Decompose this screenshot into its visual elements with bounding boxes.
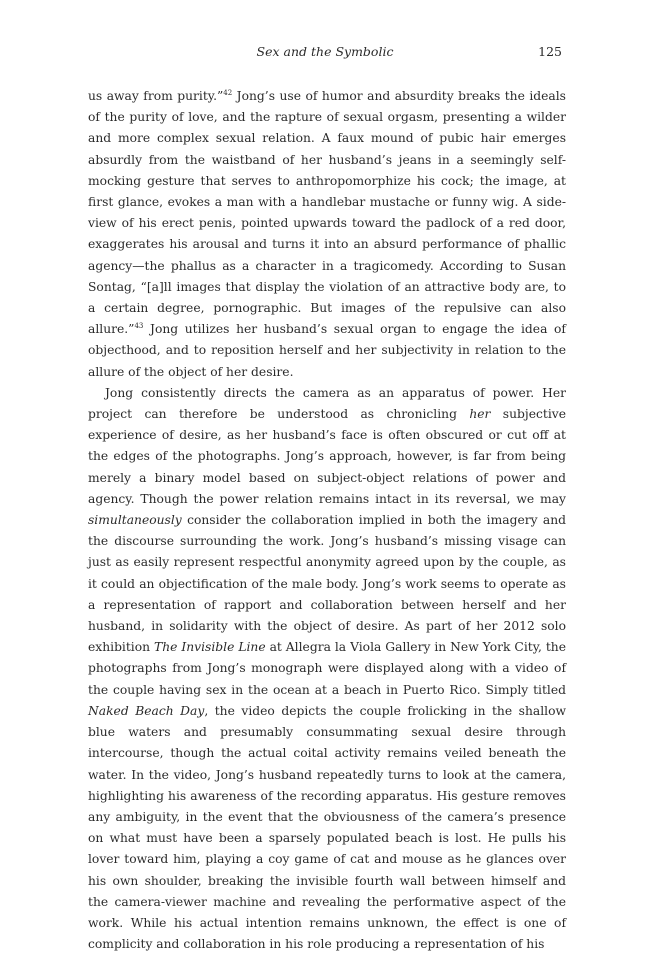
footnote-ref-43: 43 (134, 322, 144, 331)
running-title: Sex and the Symbolic (256, 44, 394, 59)
text-run: subjective experience of desire, as her husband’s face is often obscured or cut off at the edges of the photographs. Jong’s approach, however, is far from being merely a binary model based on subject-object relations of power and agency. Though the power relation remains intact in its reversal, we may (88, 407, 566, 506)
text-run: Jong consistently directs the camera as an apparatus of power. Her project can therefore be understood as chronicling (88, 385, 566, 422)
video-title: Naked Beach Day (88, 703, 205, 718)
running-head (0, 44, 650, 64)
footnote-ref-42: 42 (223, 88, 233, 97)
paragraph-1 (88, 86, 566, 383)
page-number: 125 (538, 44, 562, 59)
emphasis-simultaneously: simultaneously (88, 513, 182, 528)
text-run: us away from purity.” (88, 89, 224, 103)
paragraph-2 (88, 383, 566, 955)
text-run: Jong’s use of humor and absurdity breaks the ideals of the purity of love, and the rapture of sexual orgasm, presenting a wilder and more complex sexual relation. A faux mound of pubic hair emerges absurdly from the waistband of her husband’s jeans in a seemingly self-mocking gesture that serves to anthropomorphize his cock; the image, at first glance, evokes a man with a handlebar mustache or funny wig. A side-view of his erect penis, pointed upwards toward the padlock of a red door, exaggerates his arousal and turns it into an absurd performance of phallic agency—the phallus as a character in a tragicomedy. According to Susan Sontag, “[a]ll images that display the violation of an attractive body are, to a certain degree, pornographic. But images of the repulsive can also allure.” (88, 89, 566, 337)
text-run: Jong utilizes her husband’s sexual organ to engage the idea of objecthood, and to reposition herself and her subjectivity in relation to the allure of the object of her desire. (88, 322, 566, 379)
exhibition-title: The Invisible Line (154, 640, 266, 655)
emphasis-her: her (469, 407, 491, 422)
text-run: at Allegra la Viola Gallery in New York City, the photographs from Jong’s monograph were displayed along with a video of the couple having sex in the ocean at a beach in Puerto Rico. Simply titled (88, 640, 567, 697)
body-text (88, 86, 566, 955)
text-run: , the video depicts the couple frolicking in the shallow blue waters and presumably consummating sexual desire through intercourse, though the actual coital activity remains veiled beneath the water. In the video, Jong’s husband repeatedly turns to look at the camera, highlighting his awareness of the recording apparatus. His gesture removes any ambiguity, in the event that the obviousness of the camera’s presence on what must have been a sparsely populated beach is lost. He pulls his lover toward him, playing a coy game of cat and mouse as he glances over his own shoulder, breaking the invisible fourth wall between himself and the camera-viewer machine and revealing the performative aspect of the work. While his actual intention remains unknown, the effect is one of complicity and collaboration in his role producing a representation of his (88, 703, 566, 952)
text-run: consider the collaboration implied in both the imagery and the discourse surrounding the work. Jong’s husband’s missing visage can just as easily represent respectful anonymity agreed upon by the couple, as it could an objectification of the male body. Jong’s work seems to operate as a representation of rapport and collaboration between herself and her husband, in solidarity with the object of desire. As part of her 2012 solo exhibition (88, 513, 566, 655)
